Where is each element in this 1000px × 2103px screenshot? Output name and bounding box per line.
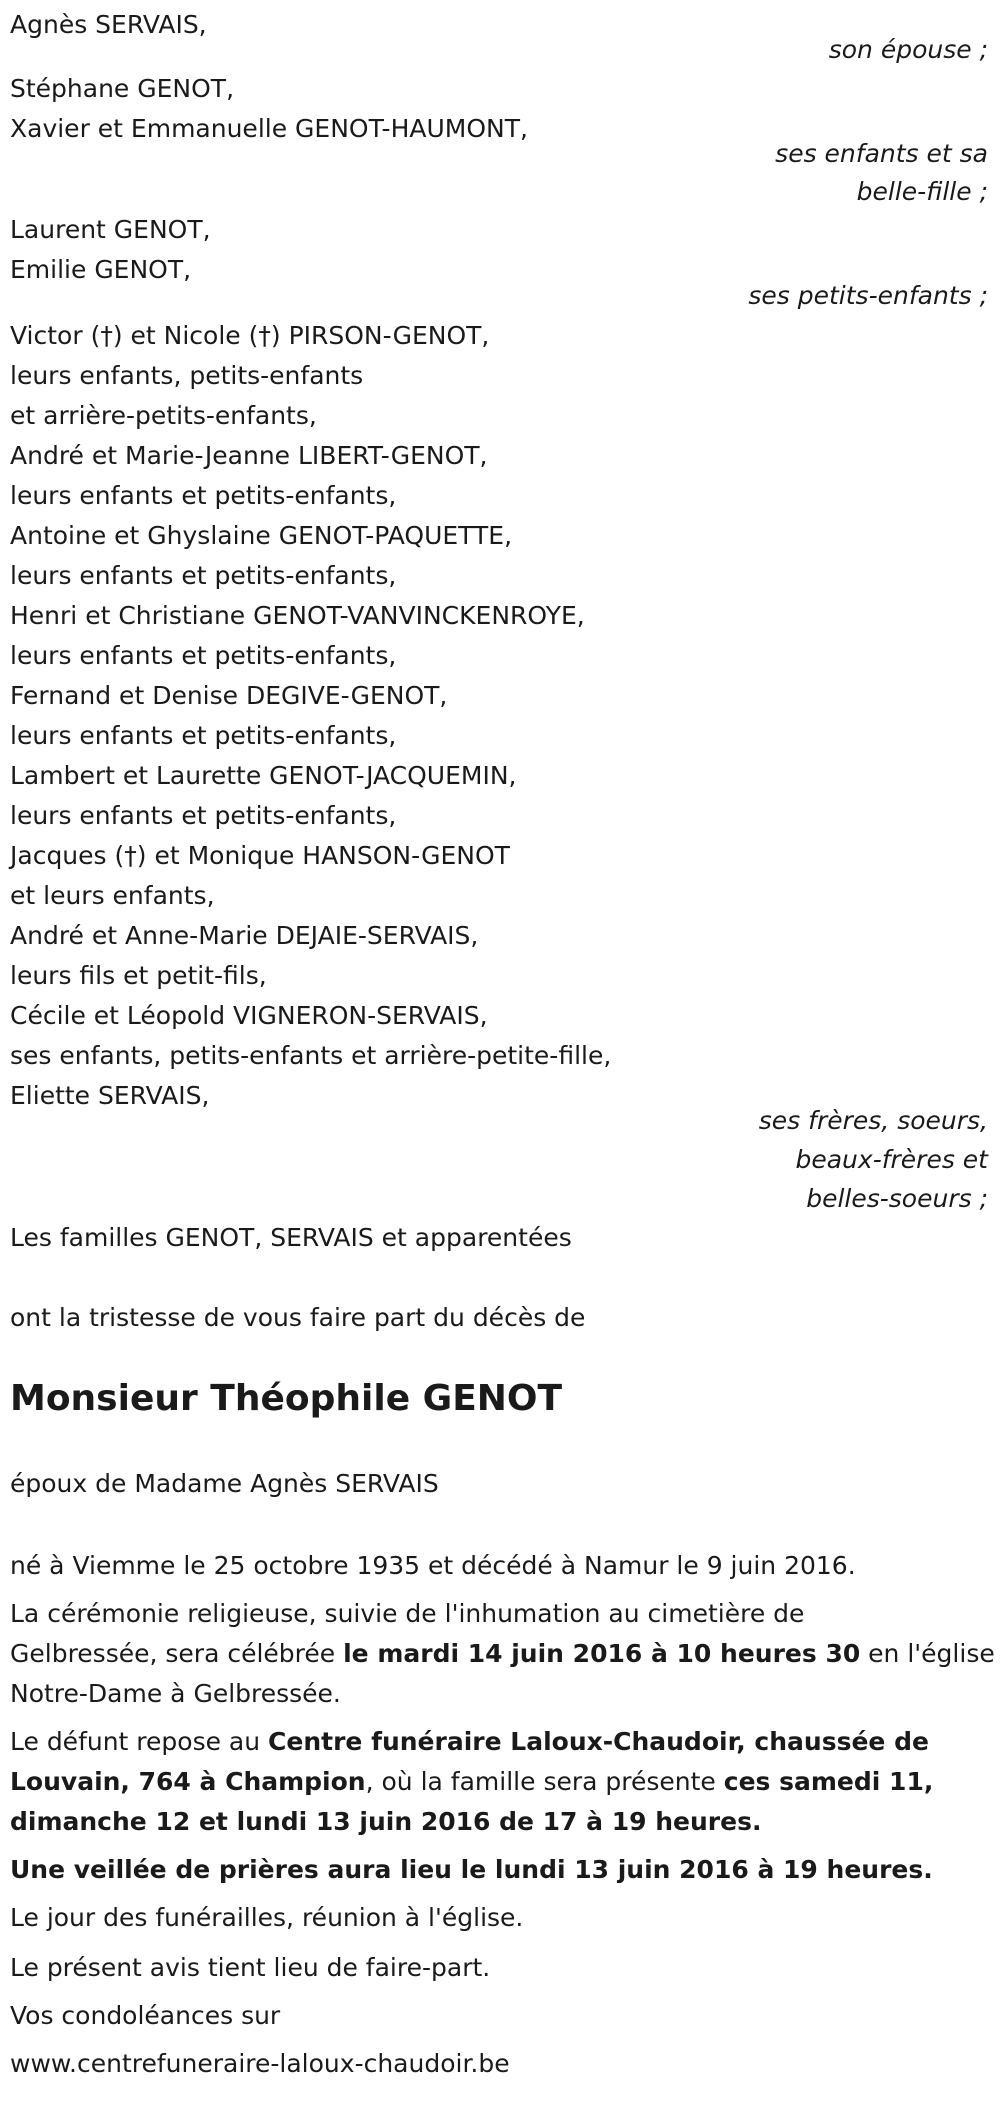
sibling-line: Victor (†) et Nicole (†) PIRSON-GENOT, [10,321,490,350]
siblings-relation-label: ses frères, soeurs, [758,1106,988,1135]
grandchild-line: Laurent GENOT, [10,215,211,244]
condolences-line: Vos condoléances sur [10,2001,281,2030]
ceremony-text: en l'église [860,1639,995,1668]
child-line: Xavier et Emmanuelle GENOT-HAUMONT, [10,114,528,143]
child-line: Stéphane GENOT, [10,74,235,103]
rest-text: , où la famille sera présente [365,1767,724,1796]
funeral-center-address: Louvain, 764 à Champion [10,1767,366,1796]
sibling-line: Henri et Christiane GENOT-VANVINCKENROYE, [10,601,585,630]
children-relation-label: belle-fille ; [856,177,988,206]
sibling-line: leurs enfants et petits-enfants, [10,801,397,830]
vigil-text: Une veillée de prières aura lieu le lundi 13 juin 2016 à 19 heures. [10,1855,933,1884]
birth-death-line: né à Viemme le 25 octobre 1935 et décédé à Namur le 9 juin 2016. [10,1551,856,1580]
sibling-line: André et Marie-Jeanne LIBERT-GENOT, [10,441,488,470]
vigil-line [10,1854,933,1886]
ceremony-line: Notre-Dame à Gelbressée. [10,1679,341,1708]
sibling-line: André et Anne-Marie DEJAIE-SERVAIS, [10,921,479,950]
sibling-line: leurs enfants et petits-enfants, [10,561,397,590]
sibling-line: Eliette SERVAIS, [10,1081,210,1110]
deceased-name: Monsieur Théophile GENOT [10,1378,563,1419]
sibling-line: Fernand et Denise DEGIVE-GENOT, [10,681,448,710]
spouse-name: Agnès SERVAIS, [10,10,207,39]
spouse-relation-label: son épouse ; [828,35,988,64]
grandchild-line: Emilie GENOT, [10,255,192,284]
sibling-line: Antoine et Ghyslaine GENOT-PAQUETTE, [10,521,513,550]
sibling-line: ses enfants, petits-enfants et arrière-petite-fille, [10,1041,612,1070]
ceremony-text: Gelbressée, sera célébrée [10,1639,344,1668]
children-relation-label: ses enfants et sa [775,139,988,168]
sibling-line: leurs enfants et petits-enfants, [10,481,397,510]
spouse-of-line: époux de Madame Agnès SERVAIS [10,1469,439,1498]
siblings-relation-label: belles-soeurs ; [806,1184,988,1213]
families-line: Les familles GENOT, SERVAIS et apparentées [10,1223,572,1252]
rest-text: Le défunt repose au [10,1727,269,1756]
ceremony-line [10,1638,995,1670]
website-link[interactable]: www.centrefuneraire-laloux-chaudoir.be [10,2049,510,2078]
sibling-line: leurs fils et petit-fils, [10,961,267,990]
funeral-center-address: Centre funéraire Laloux-Chaudoir, chaussée de [268,1727,929,1756]
rest-line [10,1766,933,1798]
visiting-dates: ces samedi 11, [723,1767,934,1796]
grandchildren-relation-label: ses petits-enfants ; [748,281,988,310]
funeral-meeting-line: Le jour des funérailles, réunion à l'église. [10,1903,524,1932]
ceremony-line: La cérémonie religieuse, suivie de l'inhumation au cimetière de [10,1599,805,1628]
sibling-line: Jacques (†) et Monique HANSON-GENOT [10,841,510,870]
sibling-line: leurs enfants et petits-enfants, [10,721,397,750]
announcement-line: ont la tristesse de vous faire part du décès de [10,1303,586,1332]
visiting-dates: dimanche 12 et lundi 13 juin 2016 de 17 à 19 heures. [10,1807,762,1836]
notice-line: Le présent avis tient lieu de faire-part. [10,1953,491,1982]
sibling-line: leurs enfants et petits-enfants, [10,641,397,670]
siblings-relation-label: beaux-frères et [795,1145,988,1174]
sibling-line: Lambert et Laurette GENOT-JACQUEMIN, [10,761,517,790]
sibling-line: leurs enfants, petits-enfants [10,361,364,390]
ceremony-date-time: le mardi 14 juin 2016 à 10 heures 30 [343,1639,861,1668]
sibling-line: Cécile et Léopold VIGNERON-SERVAIS, [10,1001,488,1030]
sibling-line: et leurs enfants, [10,881,215,910]
rest-line [10,1806,761,1838]
sibling-line: et arrière-petits-enfants, [10,401,317,430]
rest-line [10,1726,929,1758]
